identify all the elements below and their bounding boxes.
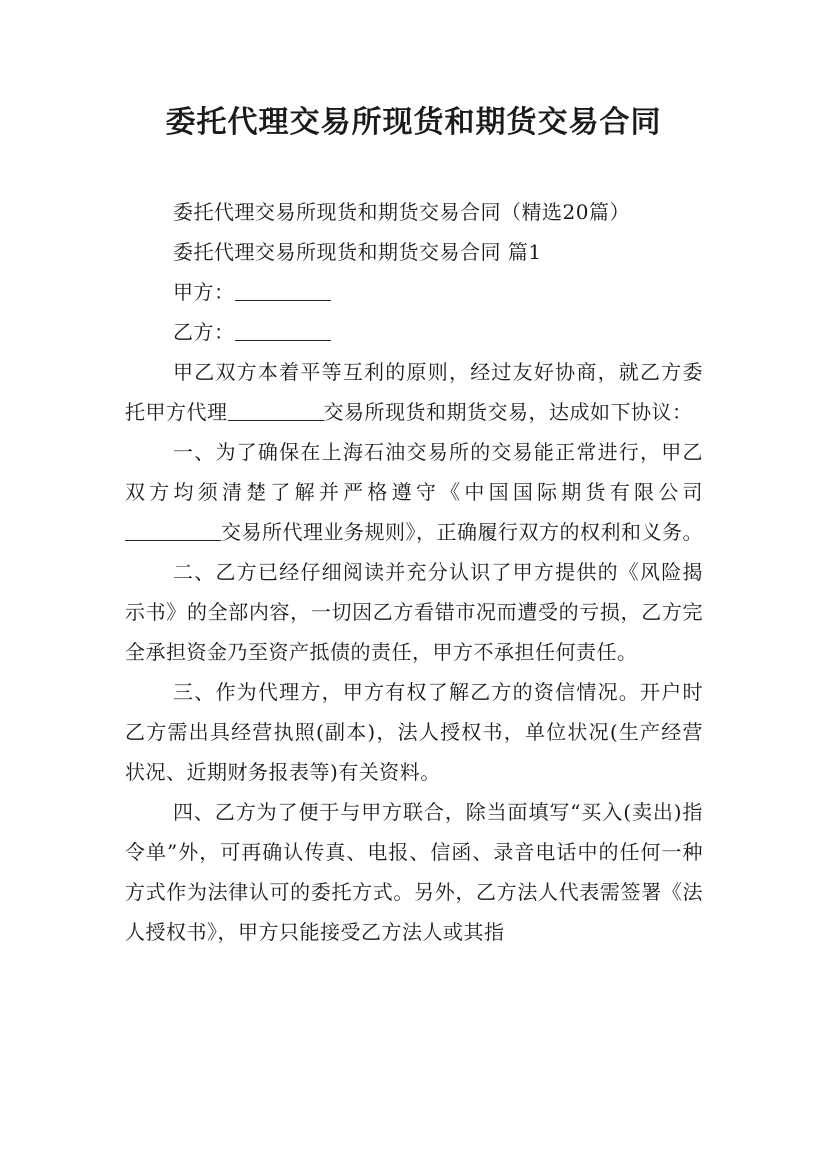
- clause-1-text-2: 交易所代理业务规则》，正确履行双方的权利和义务。: [221, 520, 703, 544]
- party-b-line: [125, 312, 703, 352]
- intro-paragraph: [125, 352, 703, 432]
- intro-text-2: 交易所现货和期货交易，达成如下协议：: [323, 400, 693, 424]
- document-title: 委托代理交易所现货和期货交易合同: [165, 105, 662, 140]
- intro-text-1: 甲乙双方本着平等互利的原则，经过友好协商，就乙方委托甲方代理: [125, 360, 703, 424]
- clause-3: 三、作为代理方，甲方有权了解乙方的资信情况。开户时乙方需出具经营执照(副本)，法人授权书，单位状况(生产经营状况、近期财务报表等)有关资料。: [125, 680, 703, 784]
- document-body: [125, 192, 703, 952]
- clause-1: [125, 432, 703, 552]
- document-subtitle: 委托代理交易所现货和期货交易合同（精选20篇）: [173, 200, 630, 224]
- party-a-label: 甲方：: [173, 280, 235, 304]
- party-a-blank: [235, 278, 331, 301]
- party-a-line: [125, 272, 703, 312]
- clause-1-text-1: 一、为了确保在上海石油交易所的交易能正常进行，甲乙双方均须清楚了解并严格遵守《中国国际期货有限公司: [125, 440, 703, 504]
- party-b-label: 乙方：: [173, 320, 235, 344]
- party-b-blank: [235, 318, 331, 341]
- company-blank: [125, 518, 221, 541]
- section-heading: 委托代理交易所现货和期货交易合同 篇1: [173, 240, 542, 264]
- clause-4: 四、乙方为了便于与甲方联合，除当面填写“买入(卖出)指令单”外，可再确认传真、电报、信函、录音电话中的任何一种方式作为法律认可的委托方式。另外，乙方法人代表需签署《法人授权书》，甲方只能接受乙方法人或其指: [125, 800, 703, 944]
- clause-2: 二、乙方已经仔细阅读并充分认识了甲方提供的《风险揭示书》的全部内容，一切因乙方看错市况而遭受的亏损，乙方完全承担资金乃至资产抵债的责任，甲方不承担任何责任。: [125, 560, 703, 664]
- exchange-blank: [228, 398, 324, 421]
